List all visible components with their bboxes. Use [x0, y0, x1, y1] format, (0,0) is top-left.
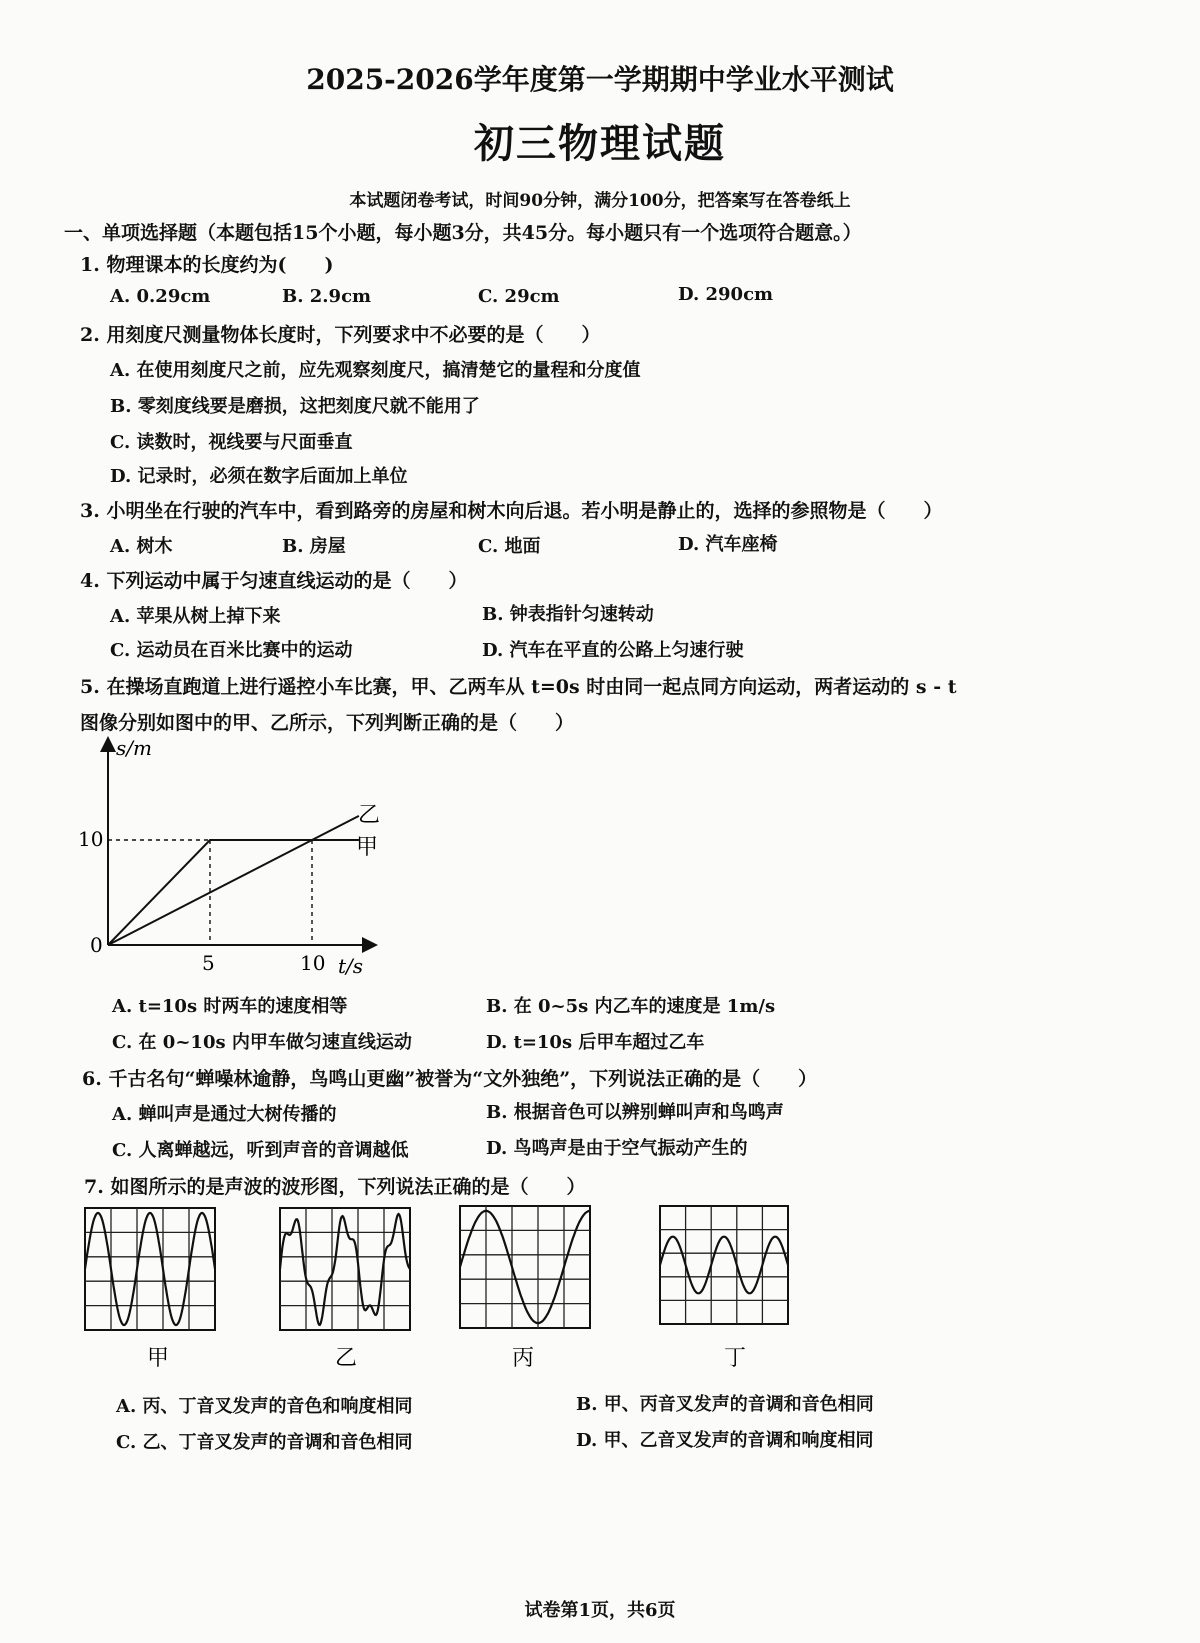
q6-option-c: C. 人离蝉越远，听到声音的音调越低 — [112, 1140, 409, 1161]
q6-option-b: B. 根据音色可以辨别蝉叫声和鸟鸣声 — [486, 1102, 784, 1123]
waveform-label-ding: 丁 — [724, 1346, 747, 1371]
q7-option-b: B. 甲、丙音叉发声的音调和音色相同 — [576, 1394, 874, 1415]
q7-option-c: C. 乙、丁音叉发声的音调和音色相同 — [116, 1432, 413, 1453]
q5-stem-line2: 图像分别如图中的甲、乙所示，下列判断正确的是（ ） — [80, 712, 575, 734]
series-line-jia — [108, 840, 359, 945]
waveform-label-yi: 乙 — [335, 1346, 358, 1371]
exam-subtitle: 初三物理试题 — [474, 120, 726, 167]
wave-frame — [660, 1206, 788, 1324]
q6-option-d: D. 鸟鸣声是由于空气振动产生的 — [486, 1138, 748, 1159]
q2-option-b: B. 零刻度线要是磨损，这把刻度尺就不能用了 — [110, 396, 480, 417]
q3-option-a: A. 树木 — [110, 536, 173, 557]
line-jia-label: 甲 — [356, 835, 379, 860]
waveform-label-bing: 丙 — [512, 1346, 535, 1371]
y-tick-10: 10 — [78, 827, 104, 851]
wave-curve — [660, 1237, 788, 1294]
q4-option-b: B. 钟表指针匀速转动 — [482, 604, 654, 625]
q7-stem: 7. 如图所示的是声波的波形图，下列说法正确的是（ ） — [84, 1176, 586, 1198]
y-axis-label: s/m — [116, 736, 152, 760]
q1-stem: 1. 物理课本的长度约为( ) — [80, 254, 334, 276]
q1-option-d: D. 290cm — [678, 284, 774, 305]
wave-curve — [280, 1214, 410, 1325]
q5-stem-line1: 5. 在操场直跑道上进行遥控小车比赛，甲、乙两车从 t=0s 时由同一起点同方向运动，两者运动的 s - t — [80, 676, 957, 698]
waveform-jia — [85, 1208, 215, 1330]
waveform-ding — [660, 1206, 788, 1324]
series-line-yi — [108, 816, 359, 945]
q3-stem: 3. 小明坐在行驶的汽车中，看到路旁的房屋和树木向后退。若小明是静止的，选择的参照物是（ ） — [80, 500, 943, 522]
q4-stem: 4. 下列运动中属于匀速直线运动的是（ ） — [80, 570, 468, 592]
waveform-bing — [460, 1206, 590, 1328]
q4-option-d: D. 汽车在平直的公路上匀速行驶 — [482, 640, 744, 661]
origin-label: 0 — [90, 933, 103, 957]
st-graph — [70, 730, 410, 980]
q6-stem: 6. 千古名句“蝉噪林逾静，鸟鸣山更幽”被誉为“文外独绝”，下列说法正确的是（ ） — [82, 1068, 818, 1090]
q2-option-a: A. 在使用刻度尺之前，应先观察刻度尺，搞清楚它的量程和分度值 — [110, 360, 641, 381]
q7-option-a: A. 丙、丁音叉发声的音色和响度相同 — [116, 1396, 413, 1417]
waveform-label-jia: 甲 — [147, 1346, 170, 1371]
x-axis-label: t/s — [338, 954, 364, 978]
q4-option-c: C. 运动员在百米比赛中的运动 — [110, 640, 353, 661]
q5-option-b: B. 在 0~5s 内乙车的速度是 1m/s — [486, 996, 776, 1017]
q5-option-d: D. t=10s 后甲车超过乙车 — [486, 1032, 705, 1053]
q3-option-d: D. 汽车座椅 — [678, 534, 778, 555]
section-heading: 一、单项选择题（本题包括15个小题，每小题3分，共45分。每小题只有一个选项符合题意。） — [64, 222, 862, 244]
q1-option-a: A. 0.29cm — [110, 286, 211, 307]
q3-option-c: C. 地面 — [478, 536, 541, 557]
q5-option-a: A. t=10s 时两车的速度相等 — [112, 996, 348, 1017]
x-tick-10: 10 — [300, 951, 326, 975]
q1-option-c: C. 29cm — [478, 286, 560, 307]
q1-option-b: B. 2.9cm — [282, 286, 372, 307]
waveform-figures — [0, 1200, 1200, 1380]
q2-option-d: D. 记录时，必须在数字后面加上单位 — [110, 466, 408, 487]
q4-option-a: A. 苹果从树上掉下来 — [110, 606, 281, 627]
x-tick-5: 5 — [202, 951, 215, 975]
q5-option-c: C. 在 0~10s 内甲车做匀速直线运动 — [112, 1032, 412, 1053]
q7-option-d: D. 甲、乙音叉发声的音调和响度相同 — [576, 1430, 874, 1451]
line-yi-label: 乙 — [358, 803, 381, 828]
wave-frame — [460, 1206, 590, 1328]
wave-curve — [460, 1211, 590, 1323]
page-footer: 试卷第1页，共6页 — [524, 1600, 676, 1621]
waveform-yi — [280, 1208, 410, 1330]
q3-option-b: B. 房屋 — [282, 536, 346, 557]
exam-note: 本试题闭卷考试，时间90分钟，满分100分，把答案写在答卷纸上 — [349, 191, 851, 211]
q2-option-c: C. 读数时，视线要与尺面垂直 — [110, 432, 353, 453]
q6-option-a: A. 蝉叫声是通过大树传播的 — [112, 1104, 337, 1125]
wave-curve — [85, 1213, 215, 1325]
exam-title: 2025-2026学年度第一学期期中学业水平测试 — [306, 63, 894, 96]
q2-stem: 2. 用刻度尺测量物体长度时，下列要求中不必要的是（ ） — [80, 324, 601, 346]
